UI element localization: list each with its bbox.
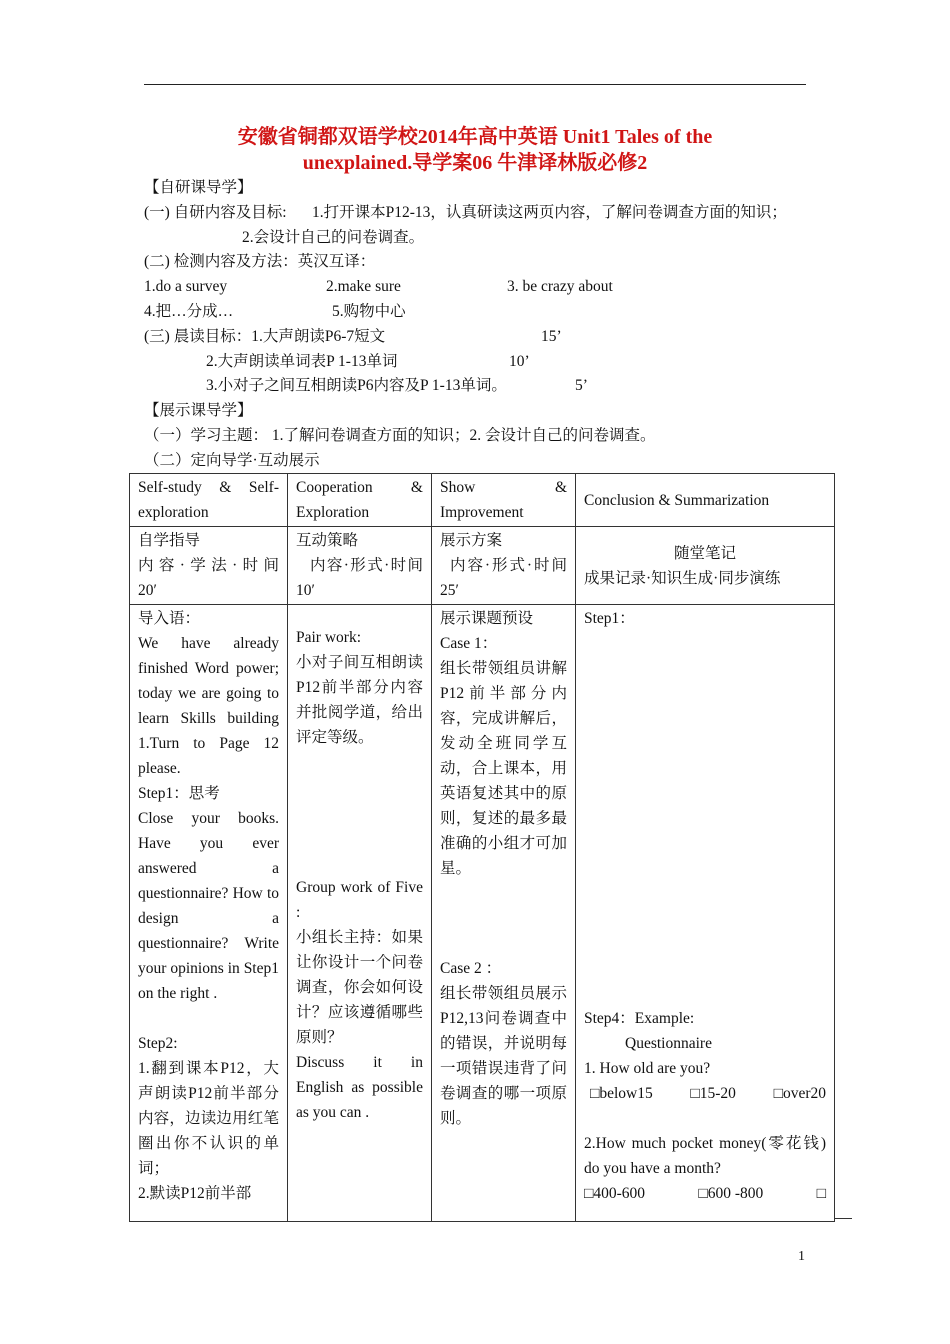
subheader-text: 20′ xyxy=(138,582,157,599)
notes-step1: Step1： xyxy=(584,610,635,627)
header-text: exploration xyxy=(138,504,209,521)
step1-text: Close your books. Have you ever answered a questionnaire? How to design a questionnaire? Write your opinions in Step1 on the right . xyxy=(138,810,279,1002)
vocab-item-5: 5.购物中心 xyxy=(332,303,406,320)
subheader-text: 成果记录·知识生成·同步演练 xyxy=(584,569,781,587)
discuss-text: Discuss it in English as possible as you can . xyxy=(296,1054,423,1121)
header-cell-self-study xyxy=(130,474,288,527)
option: □400-600 xyxy=(584,1185,646,1202)
vocab-item-2: 2.make sure xyxy=(326,278,401,295)
header-rule xyxy=(144,84,806,85)
body-cell-self-study xyxy=(130,605,288,1222)
notes-step4: Step4：Example: xyxy=(584,1010,695,1027)
header-cell-conclusion xyxy=(576,474,835,527)
part3-item2: 2.大声朗读单词表P 1-13单词 xyxy=(206,353,398,370)
self-study-heading: 【自研课导学】 xyxy=(144,179,253,196)
subheader-text: 内容·形式·时间 xyxy=(450,557,567,574)
table-tail-rule xyxy=(834,1218,852,1219)
show-guide: （二）定向导学·互动展示 xyxy=(144,452,320,469)
part1-goal1: 1.打开课本P12-13，认真研读这两页内容，了解问卷调查方面的知识； xyxy=(312,204,787,221)
body-cell-show xyxy=(432,605,576,1222)
vocab-item-1: 1.do a survey xyxy=(144,278,228,295)
header-text: Self-study & Self- xyxy=(138,479,279,496)
header-text: Improvement xyxy=(440,504,524,521)
subheader-cell-4 xyxy=(576,527,835,605)
header-text: Cooperation & xyxy=(296,479,423,496)
guide-table xyxy=(129,473,835,1222)
option: □600 -800 xyxy=(698,1185,764,1202)
title-line-2: unexplained.导学案06 牛津译林版必修2 xyxy=(302,152,648,174)
header-text: Conclusion & Summarization xyxy=(584,491,770,509)
option: □15-20 xyxy=(690,1085,736,1102)
subheader-text: 随堂笔记 xyxy=(673,544,736,562)
group-work-text: 小组长主持：如果让你设计一个问卷调查，你会如何设计？应该遵循哪些原则？ xyxy=(296,929,423,1046)
part1-goal2: 2.会设计自己的问卷调查。 xyxy=(242,229,425,246)
intro-label: 导入语： xyxy=(138,610,201,627)
subheader-text: 内容·形式·时间 xyxy=(310,557,423,574)
body-cell-cooperation xyxy=(288,605,432,1222)
step2-item1: 1.翻到课本P12，大声朗读P12前半部分内容，边读边用红笔圈出你不认识的单词； xyxy=(138,1060,279,1177)
question-1: 1. How old are you? xyxy=(584,1060,711,1077)
table-subheader-row xyxy=(130,527,835,605)
subheader-cell-1 xyxy=(130,527,288,605)
subheader-text: 25′ xyxy=(440,582,459,599)
part1-label: (一) 自研内容及目标: xyxy=(144,204,287,221)
case2-label: Case 2 ： xyxy=(440,960,502,977)
header-text: Exploration xyxy=(296,504,370,521)
pair-work-label: Pair work: xyxy=(296,629,362,646)
part2-label: (二) 检测内容及方法：英汉互译： xyxy=(144,253,376,270)
body-cell-conclusion xyxy=(576,605,835,1222)
document-title xyxy=(130,124,820,176)
option: □over20 xyxy=(773,1085,826,1102)
part3-item3: 3.小对子之间互相朗读P6内容及P 1-13单词。 xyxy=(206,377,507,394)
subheader-text: 内容·学法·时间 xyxy=(138,557,279,574)
step2-item2: 2.默读P12前半部 xyxy=(138,1185,252,1202)
header-cell-show xyxy=(432,474,576,527)
questionnaire-title: Questionnaire xyxy=(625,1035,712,1052)
subheader-text: 展示方案 xyxy=(440,532,503,549)
table-header-row xyxy=(130,474,835,527)
preset-label: 展示课题预设 xyxy=(440,610,534,627)
case1-label: Case 1： xyxy=(440,635,498,652)
subheader-text: 互动策略 xyxy=(296,532,359,549)
group-work-label: Group work of Five : xyxy=(296,879,423,921)
option: □ xyxy=(816,1185,826,1202)
case2-text: 组长带领组员展示P12,13问卷调查中的错误，并说明每一项错误违背了问卷调查的哪一项原则。 xyxy=(440,985,567,1127)
step1-label: Step1：思考 xyxy=(138,785,220,802)
part3-label: (三) 晨读目标：1.大声朗读P6-7短文 xyxy=(144,328,386,345)
title-line-1: 安徽省铜都双语学校2014年高中英语 Unit1 Tales of the xyxy=(237,126,713,148)
part3-time2: 10’ xyxy=(509,353,530,370)
vocab-item-4: 4.把…分成… xyxy=(144,303,234,320)
pair-work-text: 小对子间互相朗读P12前半部分内容并批阅学道，给出评定等级。 xyxy=(296,654,423,746)
intro-text: We have already finished Word power; today we are going to learn Skills building 1.Turn to Page 12 please. xyxy=(138,635,279,777)
header-text: Show & xyxy=(440,479,567,496)
step2-label: Step2: xyxy=(138,1035,178,1052)
part3-time3: 5’ xyxy=(575,377,588,394)
option: □below15 xyxy=(590,1085,653,1102)
subheader-cell-3 xyxy=(432,527,576,605)
show-topic: （一）学习主题： 1.了解问卷调查方面的知识；2. 会设计自己的问卷调查。 xyxy=(144,427,656,444)
question-2-options xyxy=(584,1181,826,1206)
question-1-options xyxy=(584,1081,826,1106)
page-number: 1 xyxy=(798,1249,805,1264)
part3-time1: 15’ xyxy=(541,328,562,345)
show-heading: 【展示课导学】 xyxy=(144,402,253,419)
question-2: 2.How much pocket money(零花钱) do you have a month? xyxy=(584,1135,826,1177)
vocab-item-3: 3. be crazy about xyxy=(507,278,613,295)
header-cell-cooperation xyxy=(288,474,432,527)
table-body-row xyxy=(130,605,835,1222)
subheader-text: 10′ xyxy=(296,582,315,599)
subheader-text: 自学指导 xyxy=(138,532,201,549)
case1-text: 组长带领组员讲解P12前半部分内容，完成讲解后，发动全班同学互动，合上课本，用英语复述其中的原则，复述的最多最准确的小组才可加星。 xyxy=(440,660,567,877)
subheader-cell-2 xyxy=(288,527,432,605)
